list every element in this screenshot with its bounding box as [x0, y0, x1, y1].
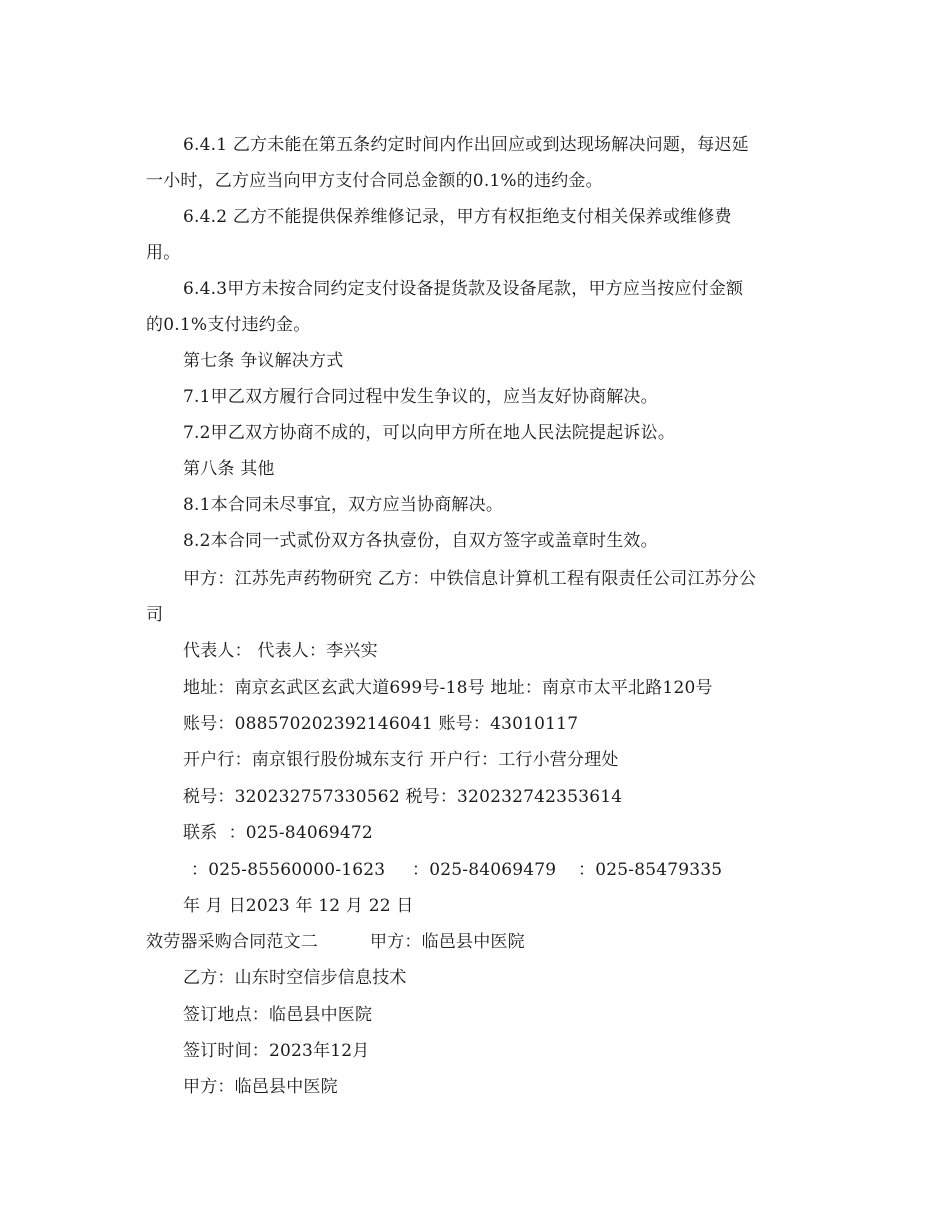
phone-2: ：025-84069479 [412, 860, 557, 880]
clause-7-1: 7.1甲乙双方履行合同过程中发生争议的，应当友好协商解决。 [183, 387, 658, 407]
clause-6-4-3-line-1: 6.4.3甲方未按合同约定支付设备提货款及设备尾款，甲方应当按应付金额 [183, 279, 744, 299]
document-2-title: 效劳器采购合同范文二 [146, 932, 318, 952]
tax-numbers: 税号：320232757330562 税号：320232742353614 [183, 787, 623, 807]
signing-date: 年 月 日2023 年 12 月 22 日 [183, 896, 414, 916]
document-2-party-b: 乙方：山东时空信步信息技术 [183, 968, 407, 988]
clause-6-4-1-line-1: 6.4.1 乙方未能在第五条约定时间内作出回应或到达现场解决问题，每迟延 [183, 135, 749, 155]
contact: 联系 ：025-84069472 [183, 823, 373, 843]
article-8-heading: 第八条 其他 [183, 459, 275, 479]
account-numbers: 账号：088570202392146041 账号：43010117 [183, 714, 579, 734]
document-2-party-a: 甲方：临邑县中医院 [183, 1077, 338, 1097]
representatives: 代表人： 代表人：李兴实 [183, 641, 378, 661]
parties-line-2: 司 [146, 605, 164, 625]
parties-line-1: 甲方：江苏先声药物研究 乙方：中铁信息计算机工程有限责任公司江苏分公 [183, 569, 757, 589]
signing-time: 签订时间：2023年12月 [183, 1041, 370, 1061]
clause-6-4-2-line-2: 用。 [146, 243, 181, 263]
clause-6-4-3-line-2: 的0.1%支付违约金。 [146, 315, 311, 335]
clause-8-1: 8.1本合同未尽事宜，双方应当协商解决。 [183, 495, 504, 515]
document-2-party-a-inline: 甲方：临邑县中医院 [370, 932, 525, 952]
phone-1: ：025-85560000-1623 [191, 860, 386, 880]
article-7-heading: 第七条 争议解决方式 [183, 351, 344, 371]
phone-3: ：025-85479335 [578, 860, 723, 880]
clause-6-4-2-line-1: 6.4.2 乙方不能提供保养维修记录，甲方有权拒绝支付相关保养或维修费 [183, 207, 732, 227]
clause-8-2: 8.2本合同一式贰份双方各执壹份，自双方签字或盖章时生效。 [183, 531, 658, 551]
clause-6-4-1-line-2: 一小时，乙方应当向甲方支付合同总金额的0.1%的违约金。 [146, 171, 603, 191]
opening-banks: 开户行：南京银行股份城东支行 开户行：工行小营分理处 [183, 750, 619, 770]
signing-place: 签订地点：临邑县中医院 [183, 1005, 373, 1025]
clause-7-2: 7.2甲乙双方协商不成的，可以向甲方所在地人民法院提起诉讼。 [183, 423, 676, 443]
addresses: 地址：南京玄武区玄武大道699号-18号 地址：南京市太平北路120号 [183, 678, 713, 698]
